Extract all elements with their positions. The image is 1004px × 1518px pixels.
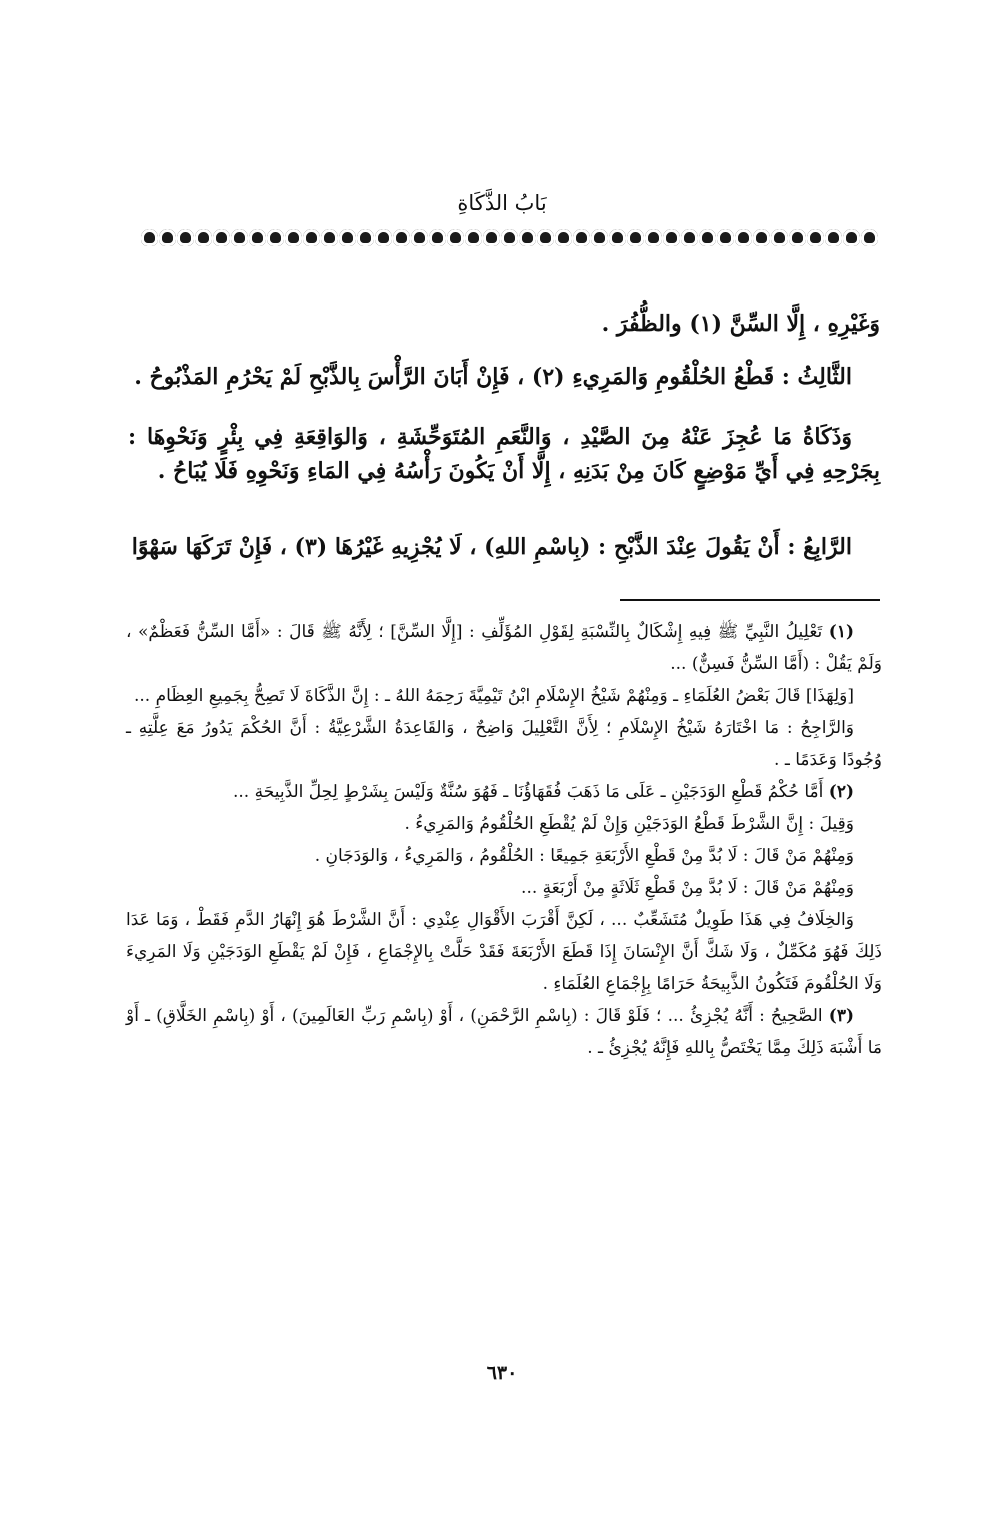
ornament-motif bbox=[411, 229, 428, 246]
page-number: ٦٣٠ bbox=[486, 1362, 518, 1384]
ornament-motif bbox=[357, 229, 374, 246]
ornament-motif bbox=[753, 229, 770, 246]
ornament-motif bbox=[375, 229, 392, 246]
footnote-3-number: (٣) bbox=[828, 1006, 855, 1026]
ornament-motif bbox=[591, 229, 608, 246]
ornament-motif bbox=[789, 229, 806, 246]
ornament-motif bbox=[267, 229, 284, 246]
footnote-3-text: الصَّحِيحُ : أَنَّهُ يُجْزِئُ ... ؛ فَلَوْ قَالَ : (بِاسْمِ الرَّحْمَنِ) ، أَوْ (بِاسْمِ رَبِّ العَالَمِينَ) ، أَوْ (بِاسْمِ الخَلَّاقِ) ـ أَوْ مَا أَشْبَهَ ذَلِكَ مِمَّا يَخْتَصُّ بِاللهِ فَإِنَّهُ يُجْزِئُ ـ . bbox=[126, 1006, 882, 1058]
footnotes bbox=[126, 616, 882, 1064]
ornament-motif bbox=[573, 229, 590, 246]
footnote-separator bbox=[620, 599, 880, 601]
footnote-3 bbox=[126, 1000, 882, 1064]
ornament-motif bbox=[807, 229, 824, 246]
ornament-motif bbox=[537, 229, 554, 246]
ornament-motif bbox=[609, 229, 626, 246]
ornament-motif bbox=[429, 229, 446, 246]
ornament-motif bbox=[663, 229, 680, 246]
ornament-motif bbox=[213, 229, 230, 246]
footnote-2-paragraph-2: وَقِيلَ : إِنَّ الشَّرْطَ قَطْعُ الوَدَجَيْنِ وَإِنْ لَمْ يُقْطَعِ الحُلْقُومُ وَالمَرِيءُ . bbox=[404, 814, 854, 834]
main-paragraph-3: وَذَكَاةُ مَا عُجِزَ عَنْهُ مِنَ الصَّيْدِ ، وَالنَّعَمِ المُتَوَحِّشَةِ ، وَالوَاقِعَةِ فِي بِئْرٍ وَنَحْوِهَا : بِجَرْحِهِ فِي أَيِّ مَوْضِعٍ كَانَ مِنْ بَدَنِهِ ، إِلَّا أَنْ يَكُونَ رَأْسُهُ فِي المَاءِ وَنَحْوِهِ فَلَا يُبَاحُ . bbox=[128, 424, 880, 484]
ornament-motif bbox=[717, 229, 734, 246]
main-paragraph-4: الرَّابِعُ : أَنْ يَقُولَ عِنْدَ الذَّبْحِ : (بِاسْمِ اللهِ) ، لَا يُجْزِيهِ غَيْرُهَا (٣) ، فَإِنْ تَرَكَهَا سَهْوًا bbox=[131, 534, 852, 560]
ornament-motif bbox=[555, 229, 572, 246]
footnote-1-number: (١) bbox=[828, 622, 854, 642]
ornament-motif bbox=[195, 229, 212, 246]
ornament-motif bbox=[249, 229, 266, 246]
ornament-motif bbox=[447, 229, 464, 246]
ornament-motif bbox=[645, 229, 662, 246]
footnote-2 bbox=[126, 776, 882, 808]
ornament-motif bbox=[519, 229, 536, 246]
ornament-motif bbox=[177, 229, 194, 246]
ornament-motif bbox=[771, 229, 788, 246]
ornament-motif bbox=[843, 229, 860, 246]
ornament-motif bbox=[681, 229, 698, 246]
ornament-motif bbox=[825, 229, 842, 246]
ornament-motif bbox=[321, 229, 338, 246]
footnote-2-paragraph-4: وَمِنْهُمْ مَنْ قَالَ : لَا بُدَّ مِنْ قَطْعِ ثَلَاثَةٍ مِنْ أَرْبَعَةٍ ... bbox=[521, 878, 854, 898]
footnote-2-paragraph-3: وَمِنْهُمْ مَنْ قَالَ : لَا بُدَّ مِنْ قَطْعِ الأَرْبَعَةِ جَمِيعًا : الحُلْقُومُ ، وَالمَرِيءُ ، وَالوَدَجَانِ . bbox=[314, 846, 854, 866]
footnote-1 bbox=[126, 616, 882, 680]
footnote-1-paragraph-2: [وَلِهَذَا] قَالَ بَعْضُ العُلَمَاءِ ـ وَمِنْهُمْ شَيْخُ الإِسْلَامِ ابْنُ تَيْمِيَّةَ رَحِمَهُ اللهُ ـ : إِنَّ الذَّكَاةَ لَا تَصِحُّ بِجَمِيعِ العِظَامِ ... bbox=[134, 686, 854, 706]
main-line-1: وَغَيْرِهِ ، إِلَّا السِّنَّ (١) والظُّفُرَ . bbox=[601, 311, 880, 337]
ornament-divider bbox=[128, 226, 878, 250]
footnote-2-number: (٢) bbox=[828, 782, 854, 802]
ornament-motif bbox=[159, 229, 176, 246]
ornament-motif bbox=[339, 229, 356, 246]
ornament-motif bbox=[735, 229, 752, 246]
ornament-motif bbox=[285, 229, 302, 246]
ornament-motif bbox=[231, 229, 248, 246]
footnote-1-paragraph-3: وَالرَّاجِحُ : مَا اخْتَارَهُ شَيْخُ الإِسْلَامِ ؛ لِأَنَّ التَّعْلِيلَ وَاضِحٌ ، وَالقَاعِدَةُ الشَّرْعِيَّةُ : أَنَّ الحُكْمَ يَدُورُ مَعَ عِلَّتِهِ ـ وُجُودًا وَعَدَمًا ـ . bbox=[126, 718, 882, 770]
main-paragraph-2: الثَّالِثُ : قَطْعُ الحُلْقُومِ وَالمَرِيءِ (٢) ، فَإِنْ أَبَانَ الرَّأْسَ بِالذَّبْحِ لَمْ يَحْرُمِ المَذْبُوحُ . bbox=[134, 364, 852, 390]
ornament-motif bbox=[465, 229, 482, 246]
ornament-motif bbox=[699, 229, 716, 246]
ornament-motif bbox=[501, 229, 518, 246]
ornament-motif bbox=[141, 229, 158, 246]
ornament-motif bbox=[393, 229, 410, 246]
footnote-2-paragraph-5: وَالخِلَافُ فِي هَذَا طَوِيلٌ مُتَشَعِّبٌ ... ، لَكِنَّ أَقْرَبَ الأَقْوَالِ عِنْدِي : أَنَّ الشَّرْطَ هُوَ إِنْهَارُ الدَّمِ فَقَطْ ، وَمَا عَدَا ذَلِكَ فَهُوَ مُكَمِّلٌ ، وَلَا شَكَّ أَنَّ الإِنْسَانَ إِذَا قَطَعَ الأَرْبَعَةَ فَقَدْ حَلَّتْ بِالإِجْمَاعِ ، فَإِنْ لَمْ يَقْطَعِ الوَدَجَيْنِ وَلَا المَرِيءَ وَلَا الحُلْقُومَ فَتَكُونُ الذَّبِيحَةُ حَرَامًا بِإِجْمَاعِ العُلَمَاءِ . bbox=[126, 910, 883, 994]
ornament-motif bbox=[303, 229, 320, 246]
ornament-motif bbox=[483, 229, 500, 246]
chapter-title: بَابُ الذَّكَاةِ bbox=[457, 191, 547, 215]
footnote-1-text: تَعْلِيلُ النَّبِيِّ ﷺ فِيهِ إِشْكَالٌ بِالنِّسْبَةِ لِقَوْلِ المُؤَلِّفِ : [إِلَّا السِّنَّ] ؛ لِأَنَّهُ ﷺ قَالَ : «أَمَّا السِّنُّ فَعَظْمٌ» ، وَلَمْ يَقُلْ : (أَمَّا السِّنُّ فَسِنٌّ) ... bbox=[126, 622, 882, 674]
ornament-motif bbox=[861, 229, 878, 246]
footnote-2-text: أَمَّا حُكْمُ قَطْعِ الوَدَجَيْنِ ـ عَلَى مَا ذَهَبَ فُقَهَاؤُنَا ـ فَهُوَ سُنَّةٌ وَلَيْسَ بِشَرْطٍ لِحِلِّ الذَّبِيحَةِ ... bbox=[233, 782, 824, 802]
ornament-motif bbox=[627, 229, 644, 246]
